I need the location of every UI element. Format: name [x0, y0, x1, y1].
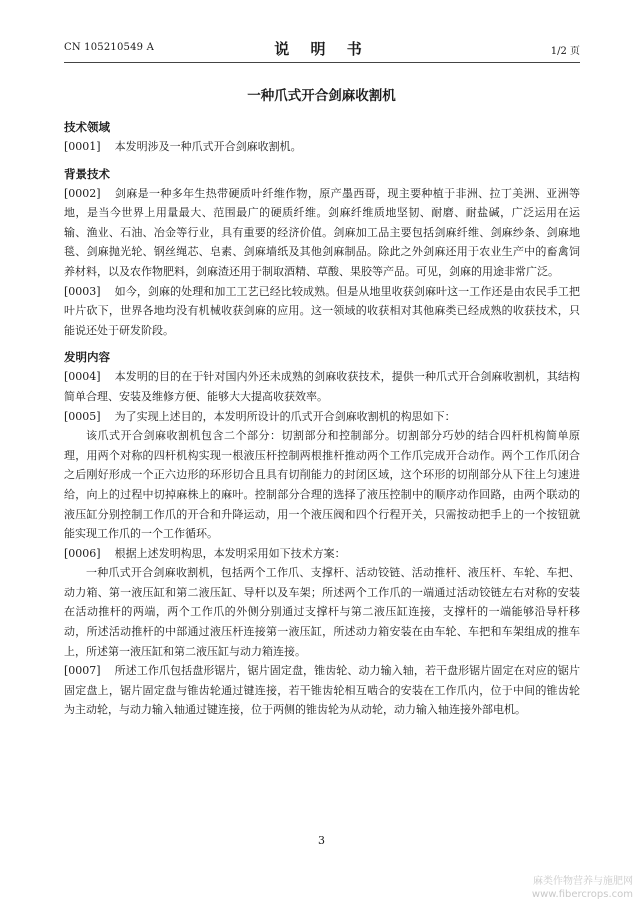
paragraph-text: 本发明涉及一种爪式开合剑麻收割机。 — [114, 140, 302, 153]
paragraph-0003 — [64, 282, 580, 341]
section-heading-tech-field: 技术领域 — [64, 120, 110, 134]
document-type: 说 明 书 — [274, 40, 370, 58]
section-heading-invention: 发明内容 — [64, 350, 110, 365]
paragraph-number: [0003] — [64, 284, 101, 298]
section-heading-background: 背景技术 — [64, 166, 110, 181]
paragraph-0002 — [64, 184, 580, 282]
watermark — [532, 875, 633, 901]
paragraph-number: [0004] — [64, 370, 101, 384]
header-rule — [64, 62, 580, 63]
paragraph-text: 剑麻是一种多年生热带硬质叶纤维作物，原产墨西哥，现主要种植于非洲、拉丁美洲、亚洲等地，是当今世界上用量最大、范围最广的硬质纤维。剑麻纤维质地坚韧、耐磨、耐盐碱，广泛运用在运输、渔业、石油、冶金等行业，具有重要的经济价值。剑麻加工品主要包括剑麻纤维、剑麻纱条、剑麻地毯、剑麻抛光轮、钢丝绳芯、皂素、剑麻墙纸及其他剑麻制品。除此之外剑麻还用于农业生产中的畜禽饲养材料，以及农作物肥料，剑麻渣还用于制取酒精、草酸、果胶等产品。可见，剑麻的用途非常广泛。 — [64, 186, 580, 278]
paragraph-number: [0001] — [64, 140, 101, 153]
document-title: 一种爪式开合剑麻收割机 — [247, 88, 396, 104]
page-header — [64, 38, 580, 60]
watermark-line-1: 麻类作物营养与施肥网 — [533, 876, 633, 887]
paragraph-0006-body: 一种爪式开合剑麻收割机，包括两个工作爪、支撑杆、活动铰链、活动推杆、液压杆、车轮、车把、动力箱、第一液压缸和第二液压缸、导杆以及车架；所述两个工作爪的一端通过活动铰链左右对称的安装在活动推杆的两端，两个工作爪的外侧分别通过支撑杆与第二液压缸连接，支撑杆的一端能够沿导杆移动，所述活动推杆的中部通过液压杆连接第一液压缸，所述动力箱安装在由车轮、车把和车架组成的推车上，所述第一液压缸和第二液压缸与动力箱连接。 — [64, 566, 580, 658]
watermark-line-2: www.fibercrops.com — [531, 889, 633, 900]
paragraph-0007 — [64, 661, 580, 720]
paragraph-text: 本发明的目的在于针对国内外还未成熟的剑麻收获技术，提供一种爪式开合剑麻收割机，其结构简单合理、安装及维修方便、能够大大提高收获效率。 — [64, 370, 580, 403]
paragraph-number: [0007] — [64, 664, 101, 678]
document-body — [64, 118, 580, 720]
paragraph-text: 如今，剑麻的处理和加工工艺已经比较成熟。但是从地里收获剑麻叶这一工作还是由农民手工把叶片砍下，世界各地均没有机械收获剑麻的应用。这一领域的收获相对其他麻类已经成熟的收获技术，只能说还处于研发阶段。 — [64, 284, 580, 337]
paragraph-0004 — [64, 367, 580, 406]
paragraph-0006 — [64, 544, 580, 564]
paragraph-number: [0006] — [64, 546, 101, 560]
paragraph-number: [0002] — [64, 186, 101, 200]
paragraph-0005-body: 该爪式开合剑麻收割机包含二个部分：切割部分和控制部分。切割部分巧妙的结合四杆机构简单原理，用两个对称的四杆机构实现一根液压杆控制两根推杆推动两个工作爪完成开合动作。两个工作爪闭合之后刚好形成一个正六边形的环形切合且具有切削能力的封闭区域，这个环形的切削部分从下往上匀速进给，向上的过程中切掉麻株上的麻叶。控制部分合理的选择了液压控制中的顺序动作回路，由两个联动的液压缸分别控制工作爪的开合和升降运动，用一个液压阀和四个行程开关，只需按动把手上的一个按钮就能实现工作爪的一个工作循环。 — [64, 429, 580, 541]
paragraph-number: [0005] — [64, 409, 101, 423]
patent-number: CN 105210549 A — [64, 42, 155, 53]
paragraph-text: 根据上述发明构思，本发明采用如下技术方案： — [114, 546, 346, 560]
paragraph-text: 所述工作爪包括盘形锯片，锯片固定盘，锥齿轮、动力输入轴，若干盘形锯片固定在对应的锯片固定盘上，锯片固定盘与锥齿轮通过键连接，若干锥齿轮相互啮合的安装在工作爪内，位于中间的锥齿轮为主动轮，与动力输入轴通过键连接，位于两侧的锥齿轮为从动轮，动力输入轴连接外部电机。 — [64, 664, 580, 717]
paragraph-0001 — [64, 137, 580, 157]
paragraph-0005 — [64, 407, 580, 427]
paragraph-text: 为了实现上述目的，本发明所设计的爪式开合剑麻收割机的构思如下： — [114, 409, 456, 423]
page-number: 3 — [318, 834, 325, 847]
page-info: 1/2 页 — [550, 46, 580, 57]
